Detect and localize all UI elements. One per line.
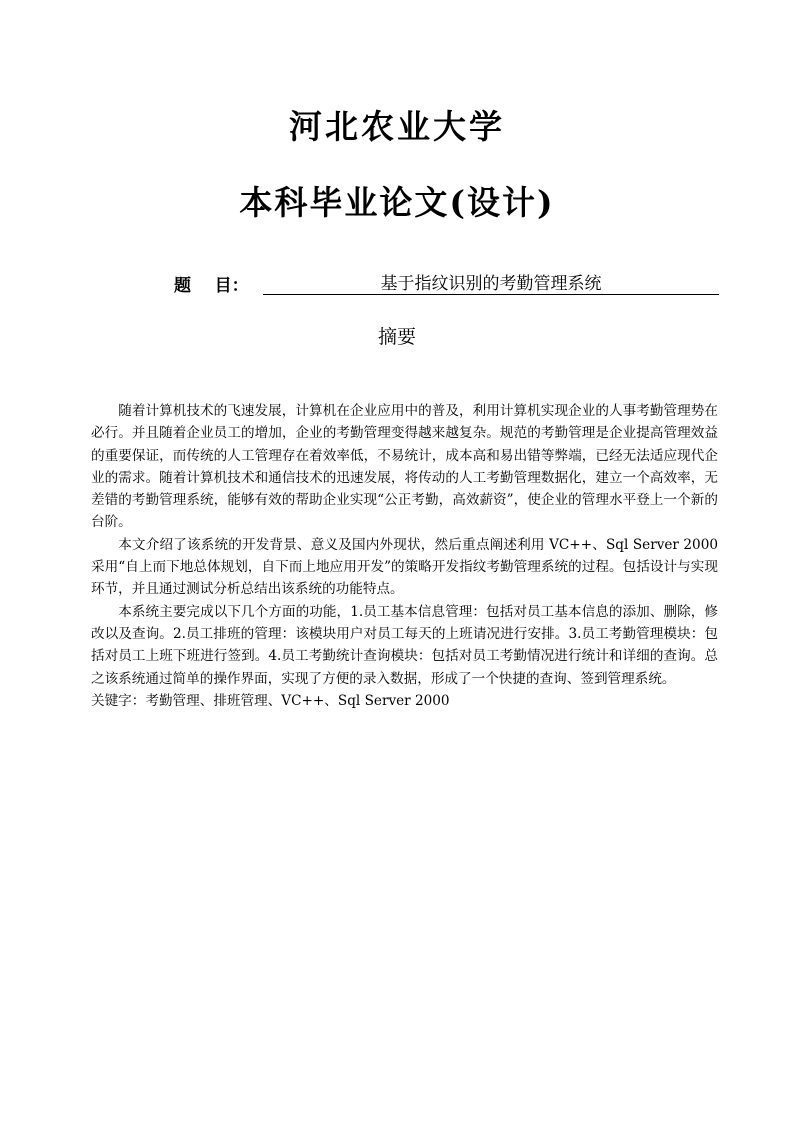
thesis-title-value: 基于指纹识别的考勤管理系统 [263,274,719,295]
university-name: 河北农业大学 [289,107,505,146]
abstract-paragraph-2: 本文介绍了该系统的开发背景、意义及国内外现状，然后重点阐述利用 VC++、Sql Server 2000采用“自上而下地总体规划，自下而上地应用开发”的策略开发指纹考勤管理系统的过程。包括设计与实现环节，并且通过测试分析总结出该系统的功能特点。 [91,536,718,598]
abstract-paragraph-1: 随着计算机技术的飞速发展，计算机在企业应用中的普及，利用计算机实现企业的人事考勤管理势在必行。并且随着企业员工的增加，企业的考勤管理变得越来越复杂。规范的考勤管理是企业提高管理效益的重要保证，而传统的人工管理存在着效率低，不易统计，成本高和易出错等弊端，已经无法适应现代企业的需求。随着计算机技术和通信技术的迅速发展，将传动的人工考勤管理数据化，建立一个高效率，无差错的考勤管理系统，能够有效的帮助企业实现“公正考勤，高效薪资”，使企业的管理水平登上一个新的台阶。 [91,403,718,531]
thesis-title-row [174,274,719,300]
thesis-title-label: 题 目： [174,276,249,296]
abstract-paragraph-3: 本系统主要完成以下几个方面的功能，1.员工基本信息管理：包括对员工基本信息的添加、删除，修改以及查询。2.员工排班的管理：该模块用户对员工每天的上班请况进行安排。3.员工考勤管理模块：包括对员工上班下班进行签到。4.员工考勤统计查询模块：包括对员工考勤情况进行统计和详细的查询。总之该系统通过简单的操作界面，实现了方便的录入数据，形成了一个快捷的查询、签到管理系统。 [91,603,718,687]
thesis-type-title: 本科毕业论文(设计) [239,183,555,222]
abstract-body [91,400,718,712]
abstract-heading: 摘要 [377,326,416,348]
abstract-keywords: 关键字：考勤管理、排班管理、VC++、Sql Server 2000 [91,692,450,709]
